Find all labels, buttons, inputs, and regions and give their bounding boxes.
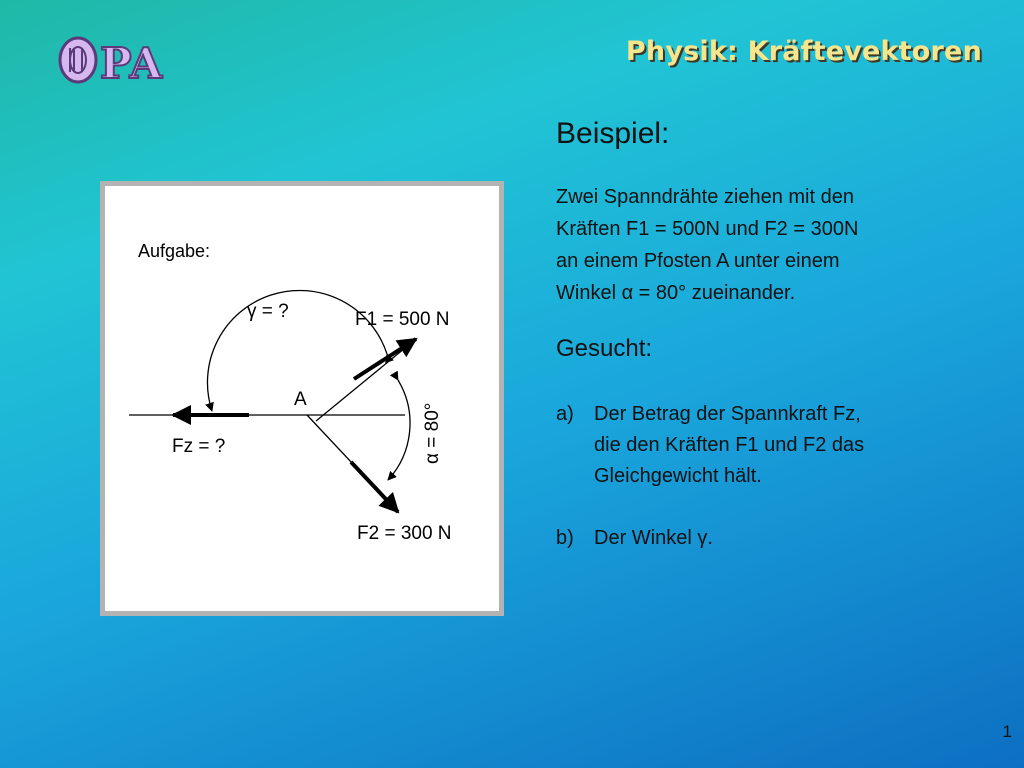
f2-arrow [351, 462, 398, 512]
svg-text:PA: PA [100, 39, 164, 88]
point-label: A [294, 389, 307, 410]
f1-label: F1 = 500 N [355, 309, 450, 330]
intro-line: Zwei Spanndrähte ziehen mit den [556, 186, 854, 208]
force-diagram-svg [105, 186, 499, 611]
task-text [594, 523, 944, 554]
heading-beispiel: Beispiel: [556, 117, 670, 150]
fz-label: Fz = ? [172, 436, 226, 457]
task-text [594, 399, 944, 492]
intro-text [556, 181, 966, 309]
dpa-logo [56, 32, 196, 88]
intro-line: Kräften F1 = 500N und F2 = 300N [556, 218, 859, 240]
slide-title: Physik: Kräftevektoren [625, 36, 982, 67]
intro-line: Winkel α = 80° zueinander. [556, 282, 796, 304]
alpha-label: α = 80° [422, 402, 443, 464]
task-line: Gleichgewicht hält. [594, 465, 762, 487]
f1-line [316, 339, 416, 421]
task-marker: b) [556, 527, 574, 549]
task-b [556, 523, 944, 554]
intro-line: an einem Pfosten A unter einem [556, 250, 840, 272]
f1-arrow [354, 339, 416, 379]
force-diagram [100, 181, 504, 616]
task-marker: a) [556, 403, 574, 425]
aufgabe-label: Aufgabe: [138, 241, 211, 261]
gamma-label: γ = ? [247, 301, 289, 322]
task-line: Der Betrag der Spannkraft Fz, [594, 403, 861, 425]
f2-label: F2 = 300 N [357, 523, 452, 544]
page-number: 1 [1002, 722, 1012, 741]
heading-gesucht: Gesucht: [556, 335, 653, 362]
task-a [556, 399, 944, 492]
task-line: die den Kräften F1 und F2 das [594, 434, 865, 456]
alpha-arc [388, 380, 410, 480]
task-line: Der Winkel γ. [594, 527, 713, 549]
